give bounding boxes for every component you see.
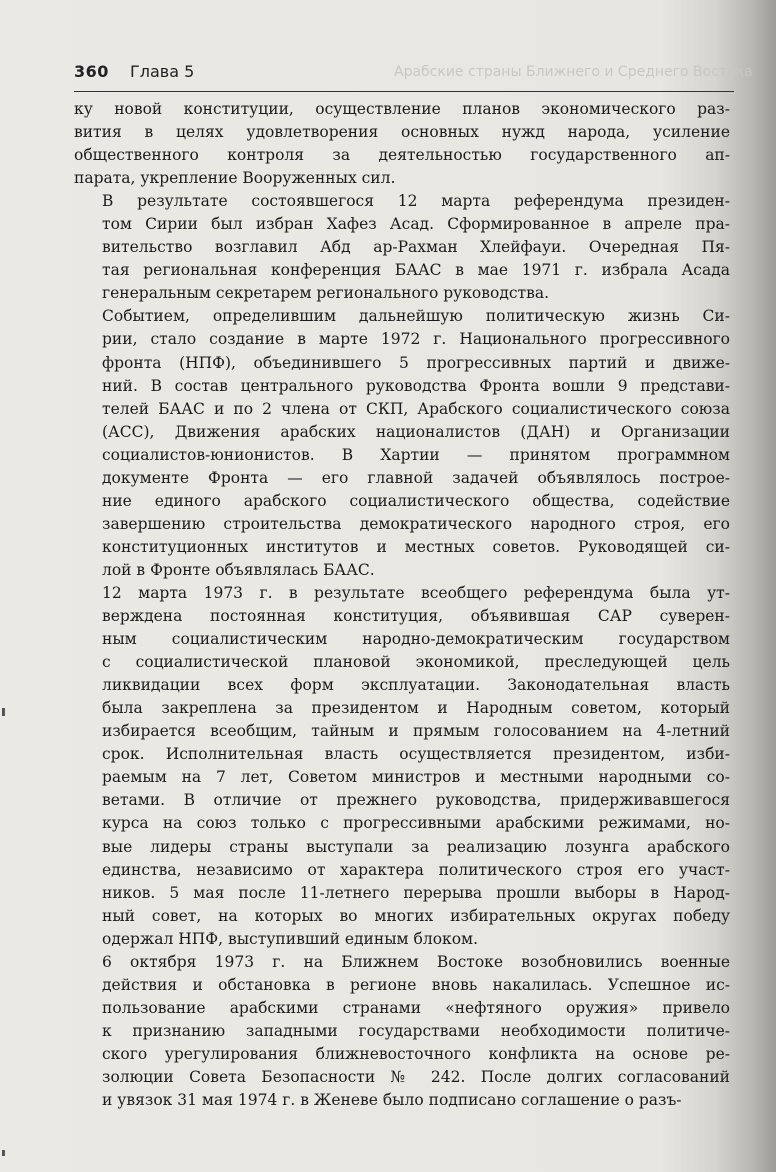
text-line: телей БААС и по 2 члена от СКП, Арабского социалистического союза: [102, 399, 730, 418]
paragraph: [74, 582, 730, 951]
text-line: ный совет, на которых во многих избирательных округах победу: [102, 906, 730, 925]
text-line: ликвидации всех форм эксплуатации. Законодательная власть: [102, 676, 730, 695]
text-line: к признанию западными государствами необходимости политиче-: [102, 1021, 730, 1040]
scan-edge-mark: [2, 1150, 5, 1156]
text-line: (АСС), Движения арабских националистов (ДАН) и Организации: [102, 422, 730, 441]
paragraph: [74, 98, 730, 190]
text-line: с социалистической плановой экономикой, преследующей цель: [102, 653, 730, 672]
text-line: завершению строительства демократического народного строя, его: [102, 514, 730, 533]
bleed-through-text: Арабские страны Ближнего и Среднего Востока: [394, 64, 753, 80]
text-line: Событием, определившим дальнейшую политическую жизнь Си-: [102, 307, 730, 326]
text-line: одержал НПФ, выступивший единым блоком.: [102, 929, 479, 948]
text-line: ние единого арабского социалистического общества, содействие: [102, 491, 730, 510]
text-line: вития в целях удовлетворения основных нужд народа, усиление: [74, 123, 730, 142]
text-line: пользование арабскими странами «нефтяного оружия» привело: [102, 998, 730, 1017]
text-line: ний. В состав центрального руководства Фронта вошли 9 представи-: [102, 376, 730, 395]
scan-edge-mark: [2, 708, 5, 716]
text-line: 6 октября 1973 г. на Ближнем Востоке возобновились военные: [102, 952, 730, 971]
text-line: генеральным секретарем регионального руководства.: [102, 284, 550, 303]
text-line: верждена постоянная конституция, объявившая САР суверен-: [102, 607, 730, 626]
text-line: конституционных институтов и местных советов. Руководящей си-: [102, 537, 730, 556]
text-line: ников. 5 мая после 11-летнего перерыва прошли выборы в Народ-: [102, 883, 730, 902]
text-line: ным социалистическим народно-демократическим государством: [102, 630, 730, 649]
text-line: том Сирии был избран Хафез Асад. Сформированное в апреле пра-: [102, 215, 730, 234]
text-line: вые лидеры страны выступали за реализацию лозунга арабского: [102, 837, 730, 856]
paragraph: [74, 305, 730, 582]
text-line: избирается всеобщим, тайным и прямым голосованием на 4-летний: [102, 722, 730, 741]
text-line: действия и обстановка в регионе вновь накалилась. Успешное ис-: [102, 975, 730, 994]
text-line: золюции Совета Безопасности № 242. После долгих согласований: [102, 1067, 730, 1086]
chapter-title: Глава 5: [130, 62, 195, 81]
text-line: общественного контроля за деятельностью государственного ап-: [74, 146, 730, 165]
header-rule: [74, 91, 734, 92]
text-line: ветами. В отличие от прежнего руководства, придерживавшегося: [102, 791, 730, 810]
running-header: [74, 62, 753, 88]
text-line: документе Фронта — его главной задачей объявлялось построе-: [102, 468, 730, 487]
text-line: лой в Фронте объявлялась БААС.: [102, 560, 375, 579]
text-line: рии, стало создание в марте 1972 г. Национального прогрессивного: [102, 330, 730, 349]
text-line: курса на союз только с прогрессивными арабскими режимами, но-: [102, 814, 730, 833]
text-line: парата, укрепление Вооруженных сил.: [74, 169, 396, 188]
text-line: раемым на 7 лет, Советом министров и местными народными со-: [102, 768, 730, 787]
text-line: 12 марта 1973 г. в результате всеобщего референдума была ут-: [102, 583, 730, 602]
text-line: В результате состоявшегося 12 марта референдума президен-: [102, 192, 730, 211]
text-line: ку новой конституции, осуществление планов экономического раз-: [74, 100, 730, 118]
text-line: вительство возглавил Абд ар-Рахман Хлейфауи. Очередная Пя-: [102, 238, 730, 257]
text-line: и увязок 31 мая 1974 г. в Женеве было подписано соглашение о разъ-: [102, 1091, 682, 1110]
text-line: тая региональная конференция БААС в мае 1971 г. избрала Асада: [102, 261, 730, 280]
text-line: срок. Исполнительная власть осуществляется президентом, изби-: [102, 745, 730, 764]
body-text: [74, 98, 730, 1112]
paragraph: [74, 951, 730, 1112]
text-line: была закреплена за президентом и Народным советом, который: [102, 699, 730, 718]
page-number: 360: [74, 62, 109, 81]
text-line: ского урегулирования ближневосточного конфликта на основе ре-: [102, 1044, 730, 1063]
text-line: социалистов-юнионистов. В Хартии — принятом программном: [102, 445, 730, 464]
paragraph: [74, 190, 730, 305]
text-line: фронта (НПФ), объединившего 5 прогрессивных партий и движе-: [102, 353, 730, 372]
text-line: единства, независимо от характера политического строя его участ-: [102, 860, 730, 879]
